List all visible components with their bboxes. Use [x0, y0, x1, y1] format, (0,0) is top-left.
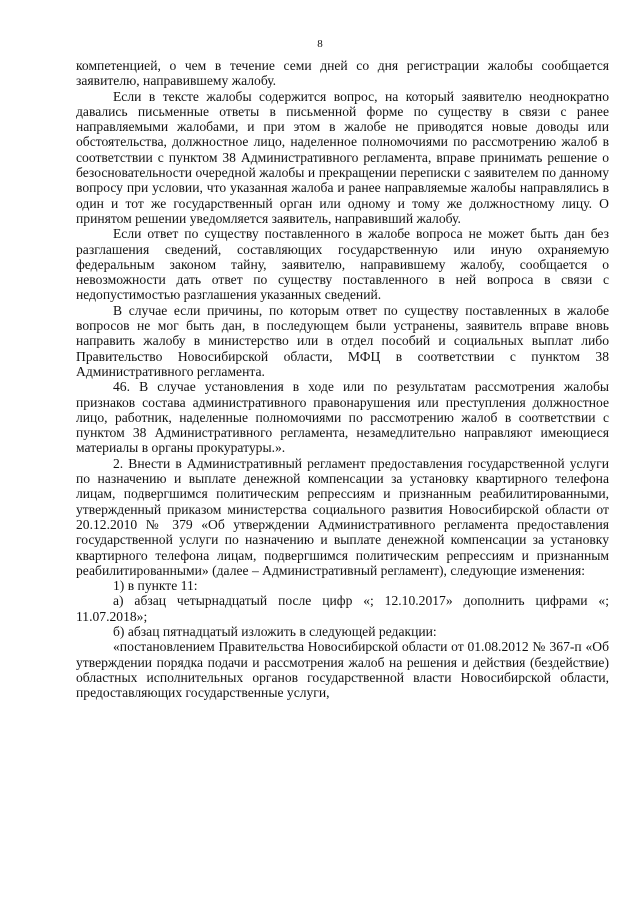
paragraph: а) абзац четырнадцатый после цифр «; 12.10.2017» дополнить цифрами «; 11.07.2018»; — [76, 593, 609, 624]
page-number: 8 — [317, 38, 323, 50]
paragraph: Если в тексте жалобы содержится вопрос, на который заявителю неоднократно давались письменные ответы в письменной форме по существу в связи с ранее направляемыми жалобами, и при этом в жалобе не приводятся новые доводы или обстоятельства, должностное лицо, наделенное полномочиями по рассмотрению жалоб в соответствии с пунктом 38 Административного регламента, вправе принимать решение о безосновательности очередной жалобы и прекращении переписки с заявителем по данному вопросу при условии, что указанная жалоба и ранее направляемые жалобы направлялись в один и тот же государственный орган или одному и тому же должностному лицу. О принятом решении уведомляется заявитель, направивший жалобу. — [76, 88, 609, 226]
document-body — [76, 58, 609, 700]
paragraph: компетенцией, о чем в течение семи дней со дня регистрации жалобы сообщается заявителю, направившему жалобу. — [76, 58, 609, 89]
paragraph: Если ответ по существу поставленного в жалобе вопроса не может быть дан без разглашения сведений, составляющих государственную или иную охраняемую федеральным законом тайну, заявителю, направившему жалобу, сообщается о невозможности дать ответ по существу поставленного в ней вопроса в связи с недопустимостью разглашения указанных сведений. — [76, 226, 609, 303]
paragraph: 2. Внести в Административный регламент предоставления государственной услуги по назначению и выплате денежной компенсации за установку квартирного телефона лицам, подвергшимся политическим репрессиям и признанным реабилитированными, утвержденный приказом министерства социального развития Новосибирской области от 20.12.2010 № 379 «Об утверждении Административного регламента предоставления государственной услуги по назначению и выплате денежной компенсации за установку квартирного телефона лицам, подвергшимся политическим репрессиям и признанным реабилитированными» (далее – Административный регламент), следующие изменения: — [76, 455, 609, 578]
paragraph: б) абзац пятнадцатый изложить в следующей редакции: — [113, 623, 437, 639]
paragraph: «постановлением Правительства Новосибирской области от 01.08.2012 № 367-п «Об утверждении порядка подачи и рассмотрения жалоб на решения и действия (бездействие) областных исполнительных органов государственной власти Новосибирской области, предоставляющих государственные услуги, — [76, 639, 609, 701]
paragraph: В случае если причины, по которым ответ по существу поставленных в жалобе вопросов не мог быть дан, в последующем были устранены, заявитель вправе вновь направить жалобу в министерство или в отдел пособий и социальных выплат либо Правительство Новосибирской области, МФЦ в соответствии с пунктом 38 Административного регламента. — [76, 302, 609, 379]
paragraph: 46. В случае установления в ходе или по результатам рассмотрения жалобы признаков состава административного правонарушения или преступления должностное лицо, работник, наделенные полномочиями по рассмотрению жалоб в соответствии с пунктом 38 Административного регламента, незамедлительно направляют имеющиеся материалы в органы прокуратуры.». — [76, 379, 609, 456]
paragraph: 1) в пункте 11: — [113, 578, 198, 594]
